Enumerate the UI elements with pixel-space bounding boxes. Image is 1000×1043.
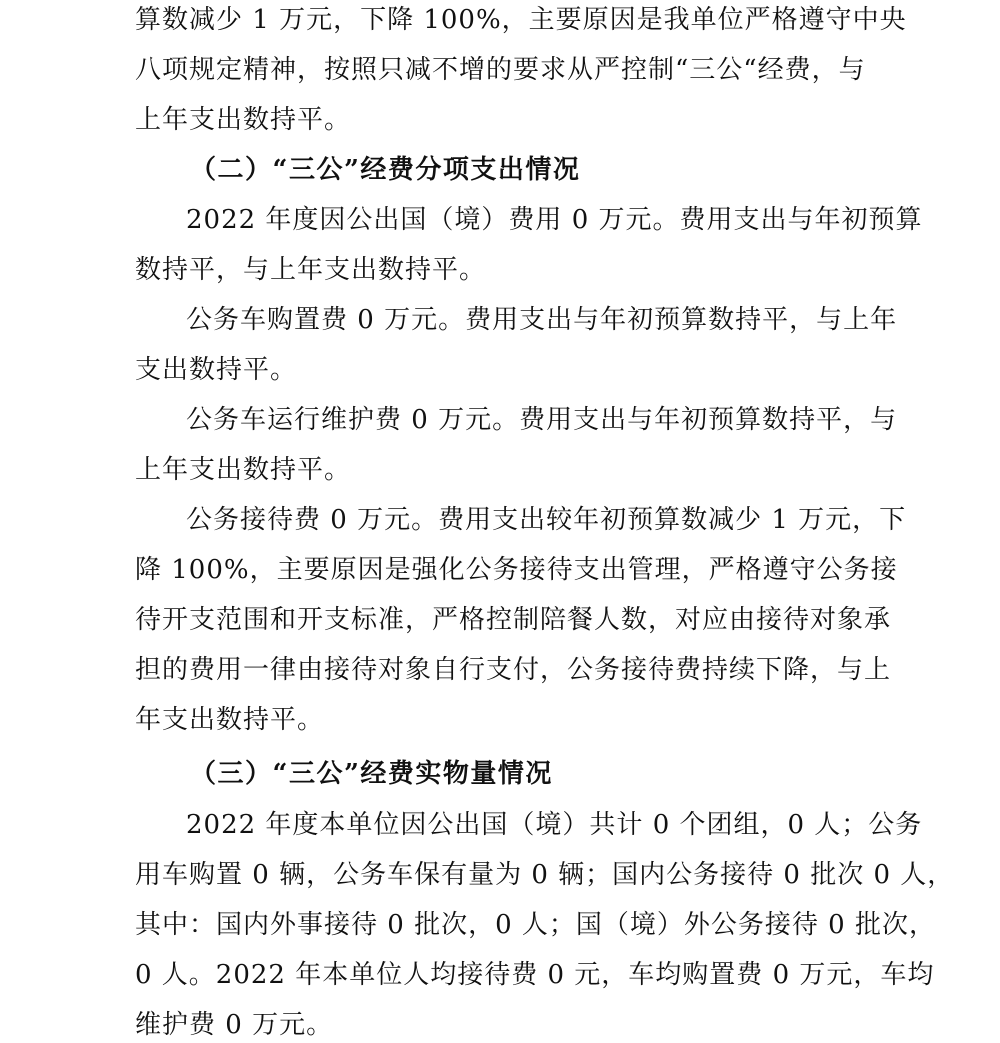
text-line: 2022 年度因公出国（境）费用 0 万元。费用支出与年初预算	[186, 205, 923, 235]
text-line: 算数减少 1 万元，下降 100%，主要原因是我单位严格遵守中央	[135, 5, 907, 35]
text-line: 担的费用一律由接待对象自行支付，公务接待费持续下降，与上	[135, 655, 892, 685]
text-line: 0 人。2022 年本单位人均接待费 0 元，车均购置费 0 万元，车均	[135, 960, 935, 990]
section-heading: （二）“三公”经费分项支出情况	[190, 155, 581, 185]
text-line: 上年支出数持平。	[135, 105, 352, 135]
text-line: 支出数持平。	[135, 355, 298, 385]
text-line: 公务车购置费 0 万元。费用支出与年初预算数持平，与上年	[186, 305, 898, 335]
text-line: 上年支出数持平。	[135, 455, 352, 485]
text-line: 年支出数持平。	[135, 705, 325, 735]
text-line: 八项规定精神，按照只减不增的要求从严控制“三公“经费，与	[135, 55, 866, 85]
text-line: 其中：国内外事接待 0 批次，0 人；国（境）外公务接待 0 批次，	[135, 910, 936, 940]
text-line: 数持平，与上年支出数持平。	[135, 255, 487, 285]
text-line: 维护费 0 万元。	[135, 1010, 334, 1040]
text-line: 待开支范围和开支标准，严格控制陪餐人数，对应由接待对象承	[135, 605, 892, 635]
text-line: 降 100%，主要原因是强化公务接待支出管理，严格遵守公务接	[135, 555, 898, 585]
section-heading: （三）“三公”经费实物量情况	[190, 759, 553, 789]
text-line: 公务车运行维护费 0 万元。费用支出与年初预算数持平，与	[186, 405, 898, 435]
text-line: 用车购置 0 辆，公务车保有量为 0 辆；国内公务接待 0 批次 0 人，	[135, 860, 955, 890]
text-line: 公务接待费 0 万元。费用支出较年初预算数减少 1 万元，下	[186, 505, 907, 535]
text-line: 2022 年度本单位因公出国（境）共计 0 个团组，0 人；公务	[186, 810, 923, 840]
